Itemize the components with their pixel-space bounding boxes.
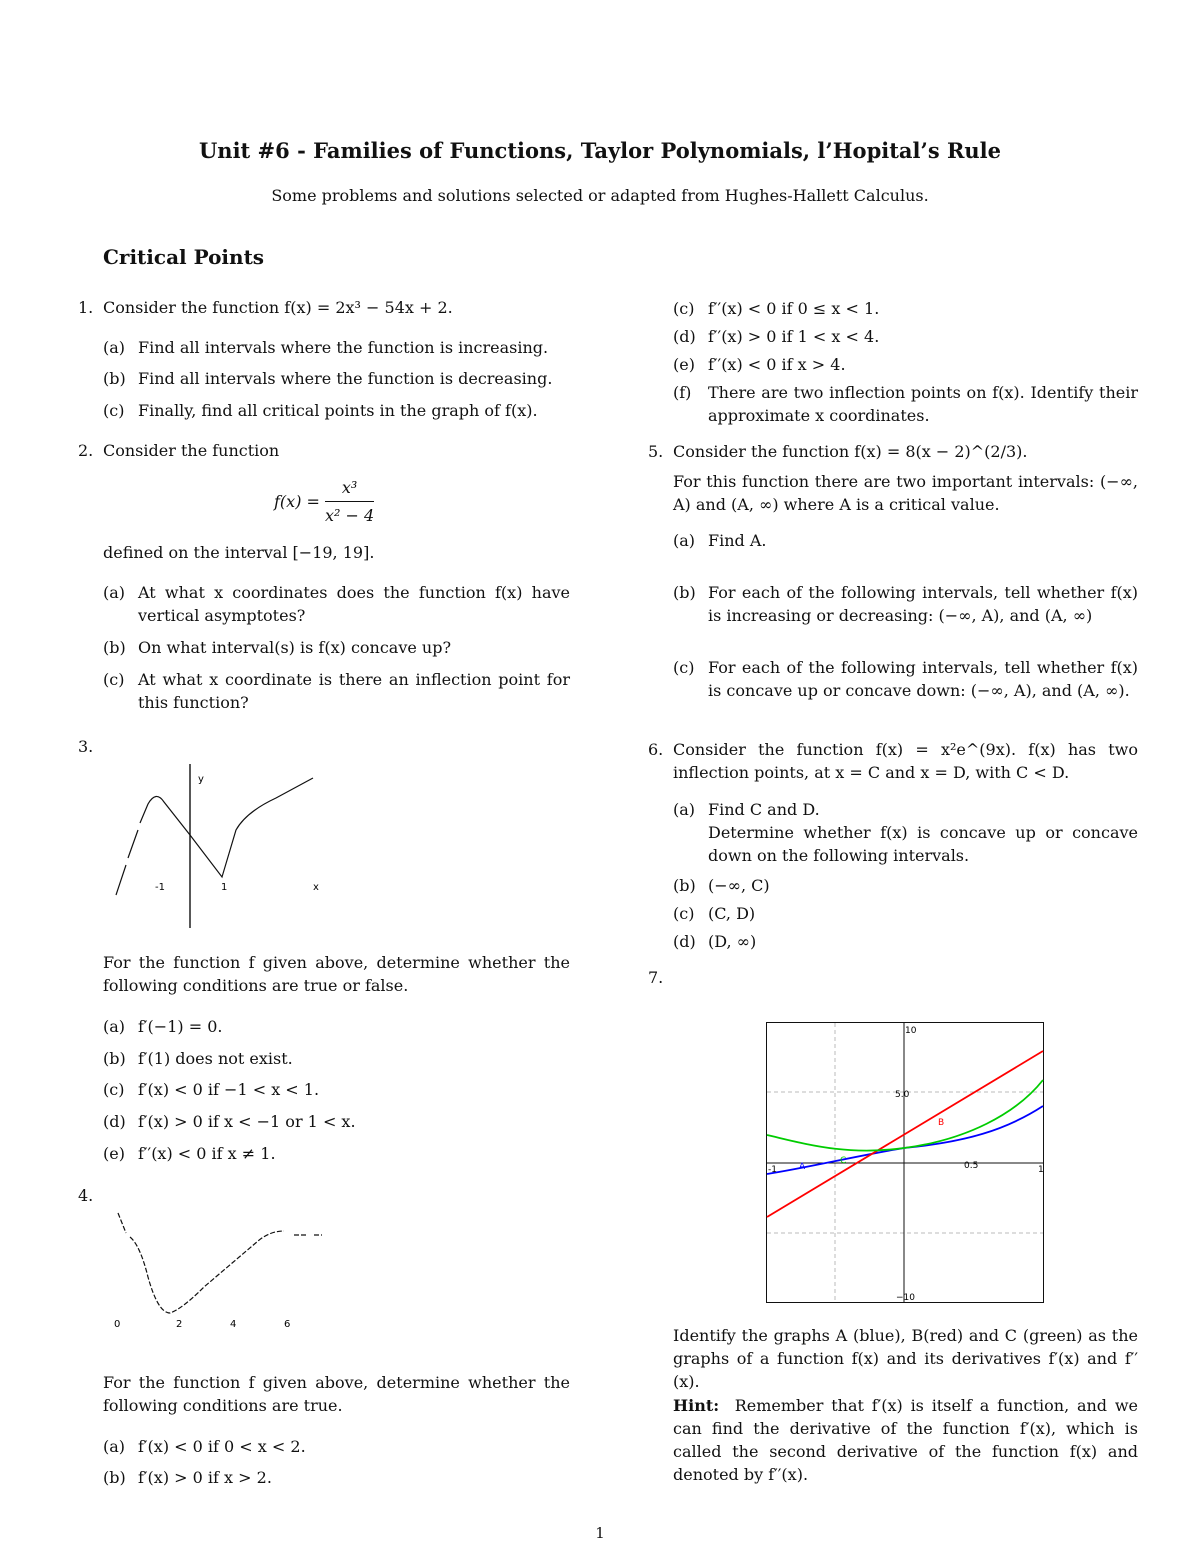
- display-equation: [274, 476, 374, 527]
- page-subtitle: Some problems and solutions selected or adapted from Hughes-Hallett Calculus.: [271, 186, 929, 205]
- part-text: f′′(x) < 0 if x > 4.: [708, 355, 846, 374]
- problem-number: 4.: [78, 1186, 94, 1205]
- problem-6-part-b: [673, 874, 1138, 897]
- problem-1-part-c: [103, 399, 570, 422]
- part-text-continued: Determine whether f(x) is concave up or concave down on the following intervals.: [708, 823, 1138, 865]
- part-text: Find A.: [708, 531, 767, 550]
- problem-number: 6.: [648, 740, 664, 759]
- part-label: (a): [103, 1437, 126, 1456]
- hint-label: Hint:: [673, 1396, 720, 1415]
- problem-1-part-a: [103, 336, 570, 359]
- part-text: f′(−1) = 0.: [138, 1017, 223, 1036]
- hint-block: [673, 1394, 1138, 1486]
- tick-label: 1: [221, 882, 228, 893]
- fraction: [325, 476, 374, 527]
- tick-label: 2: [176, 1319, 183, 1330]
- part-label: (b): [673, 583, 696, 602]
- problem-4-part-c: [673, 297, 1138, 320]
- problem-7-hint: [648, 1394, 1138, 1486]
- tick-label: 6: [284, 1319, 291, 1330]
- part-text: Finally, find all critical points in the graph of f(x).: [138, 401, 538, 420]
- problem-6-part-c: [673, 902, 1138, 925]
- tick-label: 1: [1038, 1165, 1044, 1175]
- page-number: 1: [595, 1524, 605, 1542]
- part-text: f′(x) < 0 if −1 < x < 1.: [138, 1080, 320, 1099]
- x-axis-label: x: [313, 882, 319, 893]
- part-label: (c): [103, 401, 125, 420]
- intro-text: For the function f given above, determine whether the following conditions are true or false.: [103, 953, 570, 995]
- left-column: [78, 0, 570, 1553]
- problem-number: 1.: [78, 298, 94, 317]
- problem-5-intro: [648, 470, 1138, 516]
- part-label: (d): [673, 327, 696, 346]
- problem-1-part-b: [103, 367, 570, 390]
- curve-label-b: B: [938, 1118, 945, 1128]
- part-label: (b): [103, 1468, 126, 1487]
- problem-5-part-a: [673, 529, 1138, 552]
- problem-3-part-a: [103, 1015, 570, 1038]
- tick-label: 10: [905, 1026, 917, 1036]
- problem-3-part-b: [103, 1047, 570, 1070]
- part-text: f′(x) > 0 if x > 2.: [138, 1468, 272, 1487]
- problem-4-intro: [78, 1371, 570, 1417]
- curve-label-a: A: [799, 1162, 806, 1172]
- problem-6: [648, 738, 1138, 784]
- tick-label: −10: [896, 1293, 915, 1303]
- part-label: (b): [673, 876, 696, 895]
- part-text: f′′(x) < 0 if 0 ≤ x < 1.: [708, 299, 880, 318]
- part-label: (a): [673, 800, 696, 819]
- problem-text: Consider the function f(x) = x²e^(9x). f(x) has two inflection points, at x = C and x = D, with C < D.: [673, 740, 1138, 782]
- domain-text: defined on the interval [−19, 19].: [103, 543, 375, 562]
- problem-2-part-b: [103, 636, 570, 659]
- tick-label: 0: [114, 1319, 121, 1330]
- part-label: (c): [103, 1080, 125, 1099]
- part-label: (b): [103, 369, 126, 388]
- part-label: (c): [673, 658, 695, 677]
- section-heading: Critical Points: [103, 245, 265, 269]
- problem-3-part-e: [103, 1142, 570, 1165]
- intro-text: For this function there are two important intervals: (−∞, A) and (A, ∞) where A is a critical value.: [673, 472, 1138, 514]
- problem-1: [78, 296, 570, 319]
- tick-label: 4: [230, 1319, 237, 1330]
- part-label: (a): [673, 531, 696, 550]
- problem-3-part-c: [103, 1078, 570, 1101]
- problem-4-part-f: [673, 381, 1138, 427]
- part-label: (a): [103, 1017, 126, 1036]
- problem-6-part-a: [673, 798, 1138, 867]
- part-text: Find all intervals where the function is increasing.: [138, 338, 549, 357]
- problem-text: Consider the function f(x) = 8(x − 2)^(2/3).: [673, 442, 1028, 461]
- tick-label: -1: [768, 1165, 777, 1175]
- part-label: (b): [103, 638, 126, 657]
- part-text: f′(x) > 0 if x < −1 or 1 < x.: [138, 1112, 356, 1131]
- part-text: Find all intervals where the function is decreasing.: [138, 369, 553, 388]
- problem-2: [78, 439, 570, 462]
- part-text: There are two inflection points on f(x). Identify their approximate x coordinates.: [708, 383, 1138, 425]
- part-text: f′(x) < 0 if 0 < x < 2.: [138, 1437, 306, 1456]
- curve-label-c: C: [840, 1156, 847, 1166]
- part-label: (c): [103, 670, 125, 689]
- problem-4-part-a: [103, 1435, 570, 1458]
- problem-7-text: [648, 1324, 1138, 1393]
- part-label: (b): [103, 1049, 126, 1068]
- problem-text: Consider the function f(x) = 2x³ − 54x + 2.: [103, 298, 453, 317]
- part-text: (C, D): [708, 904, 756, 923]
- problem-5-part-c: [673, 656, 1138, 702]
- intro-text: For the function f given above, determine whether the following conditions are true.: [103, 1373, 570, 1415]
- part-text: f′′(x) > 0 if 1 < x < 4.: [708, 327, 880, 346]
- part-text: (D, ∞): [708, 932, 757, 951]
- graph-curve: [118, 1213, 322, 1313]
- problem-4-part-b: [103, 1466, 570, 1489]
- problem-5: [648, 440, 1138, 463]
- problem-6-part-d: [673, 930, 1138, 953]
- part-text: For each of the following intervals, tell whether f(x) is increasing or decreasing: (−∞, A), and (A, ∞): [708, 583, 1138, 625]
- problem-number: 5.: [648, 442, 664, 461]
- tick-label: 0.5: [964, 1161, 979, 1171]
- part-label: (c): [673, 904, 695, 923]
- problem-4-part-d: [673, 325, 1138, 348]
- problem-3-intro: [78, 951, 570, 997]
- problem-2-part-c: [103, 668, 570, 714]
- problem-text: Consider the function: [103, 441, 280, 460]
- problem-5-part-b: [673, 581, 1138, 627]
- question-text: Identify the graphs A (blue), B(red) and C (green) as the graphs of a function f(x) and its derivatives f′(x) and f′′(x).: [673, 1326, 1138, 1391]
- part-label: (e): [673, 355, 695, 374]
- page-title: Unit #6 - Families of Functions, Taylor Polynomials, l’Hopital’s Rule: [198, 138, 1002, 163]
- part-text: On what interval(s) is f(x) concave up?: [138, 638, 452, 657]
- tick-label: 5.0: [895, 1090, 910, 1100]
- part-label: (f): [673, 383, 692, 402]
- problem-number: 3.: [78, 737, 94, 756]
- part-label: (c): [673, 299, 695, 318]
- right-column: [648, 0, 1138, 1553]
- problem-3-graph: [108, 760, 368, 932]
- problem-number: 2.: [78, 441, 94, 460]
- equation-lhs: f(x) =: [274, 492, 320, 511]
- problem-7-graph: [766, 1022, 1045, 1304]
- problem-2-domain: [78, 541, 570, 564]
- problem-3-part-d: [103, 1110, 570, 1133]
- part-label: (a): [103, 583, 126, 602]
- part-text: At what x coordinates does the function f(x) have vertical asymptotes?: [138, 583, 570, 625]
- tick-label: -1: [155, 882, 165, 893]
- problem-2-part-a: [103, 581, 570, 627]
- part-text: Find C and D.: [708, 800, 820, 819]
- part-label: (d): [673, 932, 696, 951]
- part-text: (−∞, C): [708, 876, 770, 895]
- part-text: f′(1) does not exist.: [138, 1049, 293, 1068]
- y-axis-label: y: [198, 774, 204, 785]
- part-label: (a): [103, 338, 126, 357]
- part-label: (d): [103, 1112, 126, 1131]
- part-text: f′′(x) < 0 if x ≠ 1.: [138, 1144, 276, 1163]
- hint-text: Remember that f′(x) is itself a function, and we can find the derivative of the function f′(x), which is called the second derivative of the function f(x) and denoted by f′′(x).: [673, 1396, 1138, 1484]
- part-label: (e): [103, 1144, 125, 1163]
- numerator: x³: [325, 476, 374, 502]
- graph-curve: [116, 778, 313, 895]
- problem-4-graph: [108, 1205, 368, 1330]
- denominator: x² − 4: [325, 506, 375, 525]
- part-text: For each of the following intervals, tell whether f(x) is concave up or concave down: (−∞, A), and (A, ∞).: [708, 658, 1138, 700]
- problem-number: 7.: [648, 968, 664, 987]
- problem-4-part-e: [673, 353, 1138, 376]
- part-text: At what x coordinate is there an inflection point for this function?: [138, 670, 570, 712]
